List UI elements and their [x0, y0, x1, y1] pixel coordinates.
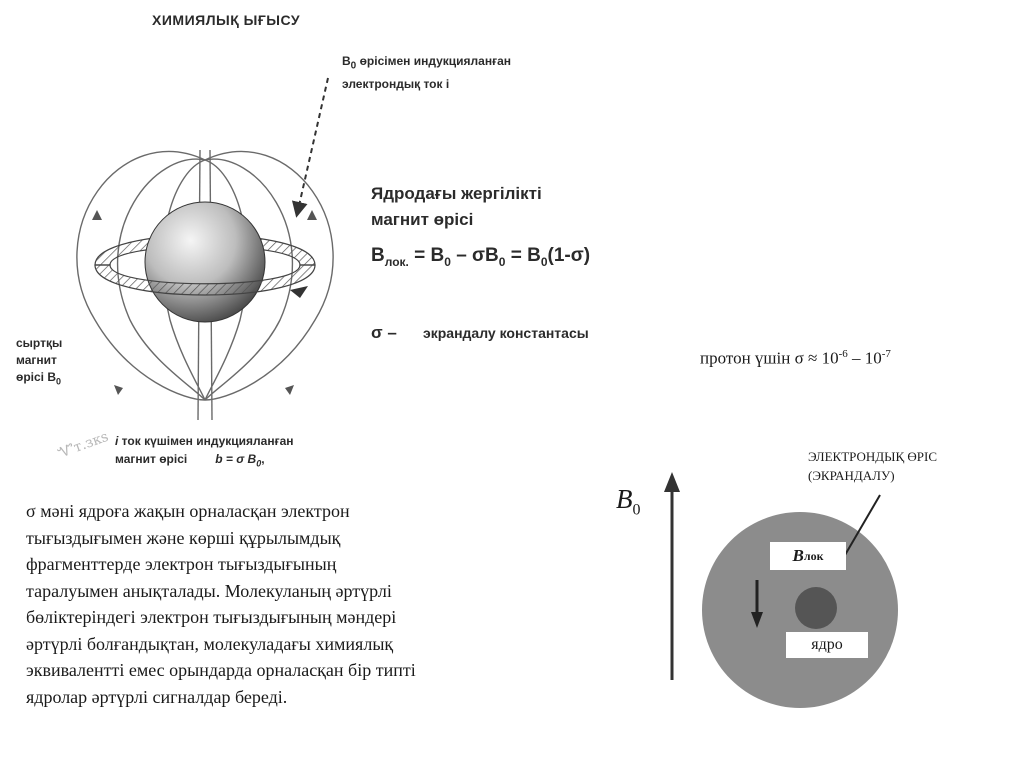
i-induced-comma: , [261, 452, 265, 466]
b0-field-symbol: B [616, 484, 633, 514]
proton-dash: – 10 [847, 348, 882, 368]
electron-field-label [808, 447, 937, 485]
external-field-line2: магнит [16, 353, 57, 367]
external-field-label [16, 335, 62, 390]
i-induced-line2: магнит өрісі [115, 452, 188, 466]
sigma-definition [371, 323, 589, 343]
external-field-line3: өрісі B [16, 370, 57, 384]
sigma-symbol: σ – [371, 323, 397, 342]
b0-field-label [616, 484, 641, 519]
b0-field-sub: 0 [632, 501, 641, 519]
i-induced-sub: 0 [256, 458, 262, 469]
formula-mid: – σB [450, 245, 499, 266]
local-field-line2: магнит өрісі [371, 210, 474, 229]
external-field-sub: 0 [56, 376, 62, 387]
i-induced-eq: b = σ B [215, 452, 257, 466]
b0-induced-line2: электрондық ток і [342, 77, 450, 92]
handwritten-mark: Ꮙт.зкѕ [55, 428, 111, 462]
formula-tail: (1-σ) [547, 245, 591, 266]
b0-arrow-head [664, 472, 680, 492]
b0-subscript: 0 [350, 60, 357, 72]
blok-label [770, 542, 846, 570]
proton-prefix: протон үшін σ ≈ 10 [700, 348, 839, 368]
local-field-heading [371, 181, 542, 233]
i-induced-line1: ток күшімен индукцияланған [118, 434, 294, 448]
proton-sigma-range [700, 348, 891, 369]
induced-current-pointer [298, 78, 328, 210]
i-symbol: i [115, 434, 119, 448]
nucleus-label: ядро [786, 632, 868, 658]
external-field-line1: сыртқы [16, 336, 63, 350]
formula-zero-2: 0 [498, 254, 506, 269]
i-induced-field-label [115, 432, 294, 472]
formula-b: B [371, 245, 385, 266]
blok-sub: лок [803, 548, 824, 563]
local-field-line1: Ядродағы жергілікті [371, 184, 542, 203]
b0-induced-current-label [342, 52, 511, 94]
nucleus-sphere [145, 202, 265, 322]
diagram-title: ХИМИЯЛЫҚ ЫҒЫСУ [152, 12, 301, 28]
formula-eq2: = B [505, 245, 541, 266]
formula-zero-1: 0 [444, 254, 451, 269]
proton-exp1: -6 [838, 348, 848, 360]
formula-lok-sub: лок. [384, 254, 409, 269]
b0-symbol: B [342, 54, 351, 68]
sigma-text: экрандалу константасы [423, 325, 589, 341]
electron-field-line1: ЭЛЕКТРОНДЫҚ ӨРІС [808, 449, 938, 464]
local-field-formula [371, 245, 590, 269]
formula-eq1: = B [408, 245, 445, 266]
explanation-paragraph: σ мәні ядроға жақын орналасқан электрон тығыздығымен және көрші құрылымдық фрагменттерде электрон тығыздығының таралуымен анықталады. Молекуланың әртүрлі бөліктеріндегі электрон тығыздығының мәндері әртүрлі болғандықтан, молекуладағы химиялық эквивалентті емес орындарда орналасқан бір типті ядролар әртүрлі сигналдар береді. [26, 501, 416, 707]
nucleus-dot [795, 587, 837, 629]
formula-zero-3: 0 [540, 254, 548, 269]
b0-induced-line1: өрісімен индукцияланған [356, 54, 511, 68]
blok-symbol: B [792, 546, 804, 565]
proton-exp2: -7 [881, 348, 891, 360]
electron-field-line2: (ЭКРАНДАЛУ) [808, 468, 895, 483]
